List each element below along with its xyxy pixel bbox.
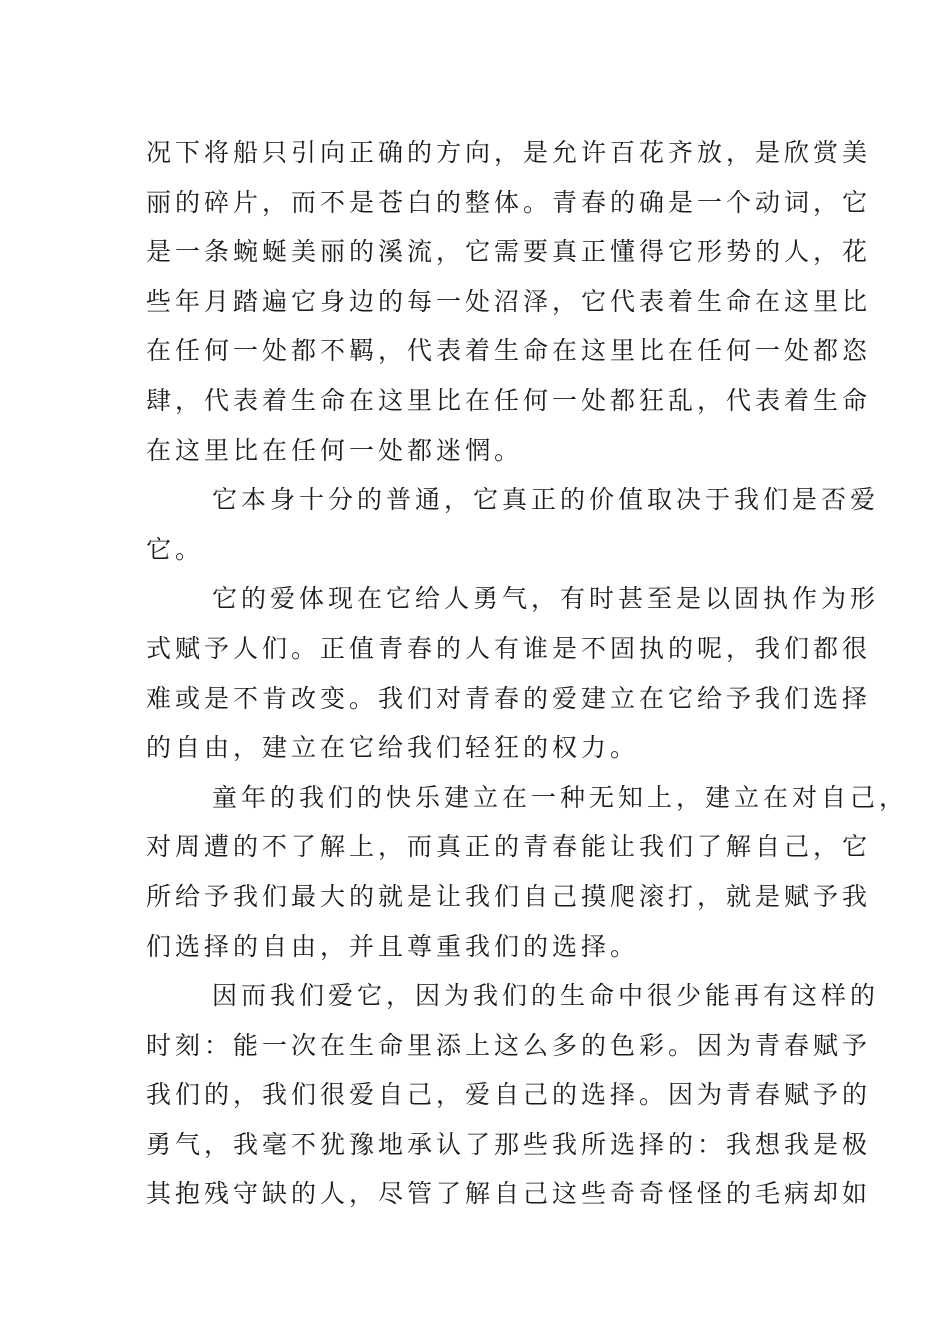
- text-line: 在任何一处都不羁，代表着生命在这里比在任何一处都恣: [146, 336, 872, 366]
- text-line: 丽的碎片，而不是苍白的整体。青春的确是一个动词，它: [146, 187, 872, 217]
- text-line: 勇气，我毫不犹豫地承认了那些我所选择的：我想我是极: [146, 1129, 872, 1159]
- text-line: 些年月踏遍它身边的每一处沼泽，它代表着生命在这里比: [146, 286, 872, 316]
- document-body: [146, 128, 909, 1219]
- text-line: 因而我们爱它，因为我们的生命中很少能再有这样的: [212, 981, 880, 1011]
- text-line: 况下将船只引向正确的方向，是允许百花齐放，是欣赏美: [146, 138, 872, 167]
- paragraph-3: [146, 574, 880, 772]
- text-line: 所给予我们最大的就是让我们自己摸爬滚打，就是赋予我: [146, 881, 872, 911]
- text-line: 的自由，建立在它给我们轻狂的权力。: [146, 733, 640, 763]
- text-line: 对周遭的不了解上，而真正的青春能让我们了解自己，它: [146, 832, 872, 862]
- text-line: 在这里比在任何一处都迷惘。: [146, 435, 524, 465]
- text-line: 们选择的自由，并且尊重我们的选择。: [146, 931, 640, 961]
- text-line: 肆，代表着生命在这里比在任何一处都狂乱，代表着生命: [146, 385, 872, 415]
- text-line: 它本身十分的普通，它真正的价值取决于我们是否爱: [212, 485, 880, 515]
- text-line: 式赋予人们。正值青春的人有谁是不固执的呢，我们都很: [146, 633, 872, 663]
- text-line: 是一条蜿蜒美丽的溪流，它需要真正懂得它形势的人，花: [146, 237, 872, 267]
- paragraph-1: [146, 128, 872, 475]
- text-line: 难或是不肯改变。我们对青春的爱建立在它给予我们选择: [146, 683, 872, 713]
- text-line: 童年的我们的快乐建立在一种无知上，建立在对自己，: [212, 782, 909, 812]
- paragraph-4: [146, 773, 909, 971]
- paragraph-5: [146, 971, 880, 1219]
- text-line: 我们的，我们很爱自己，爱自己的选择。因为青春赋予的: [146, 1080, 872, 1110]
- text-line: 它。: [146, 534, 205, 564]
- text-line: 它的爱体现在它给人勇气，有时甚至是以固执作为形: [212, 584, 880, 614]
- paragraph-2: [146, 475, 880, 574]
- text-line: 其抱残守缺的人，尽管了解自己这些奇奇怪怪的毛病却如: [146, 1179, 872, 1209]
- text-line: 时刻：能一次在生命里添上这么多的色彩。因为青春赋予: [146, 1030, 872, 1060]
